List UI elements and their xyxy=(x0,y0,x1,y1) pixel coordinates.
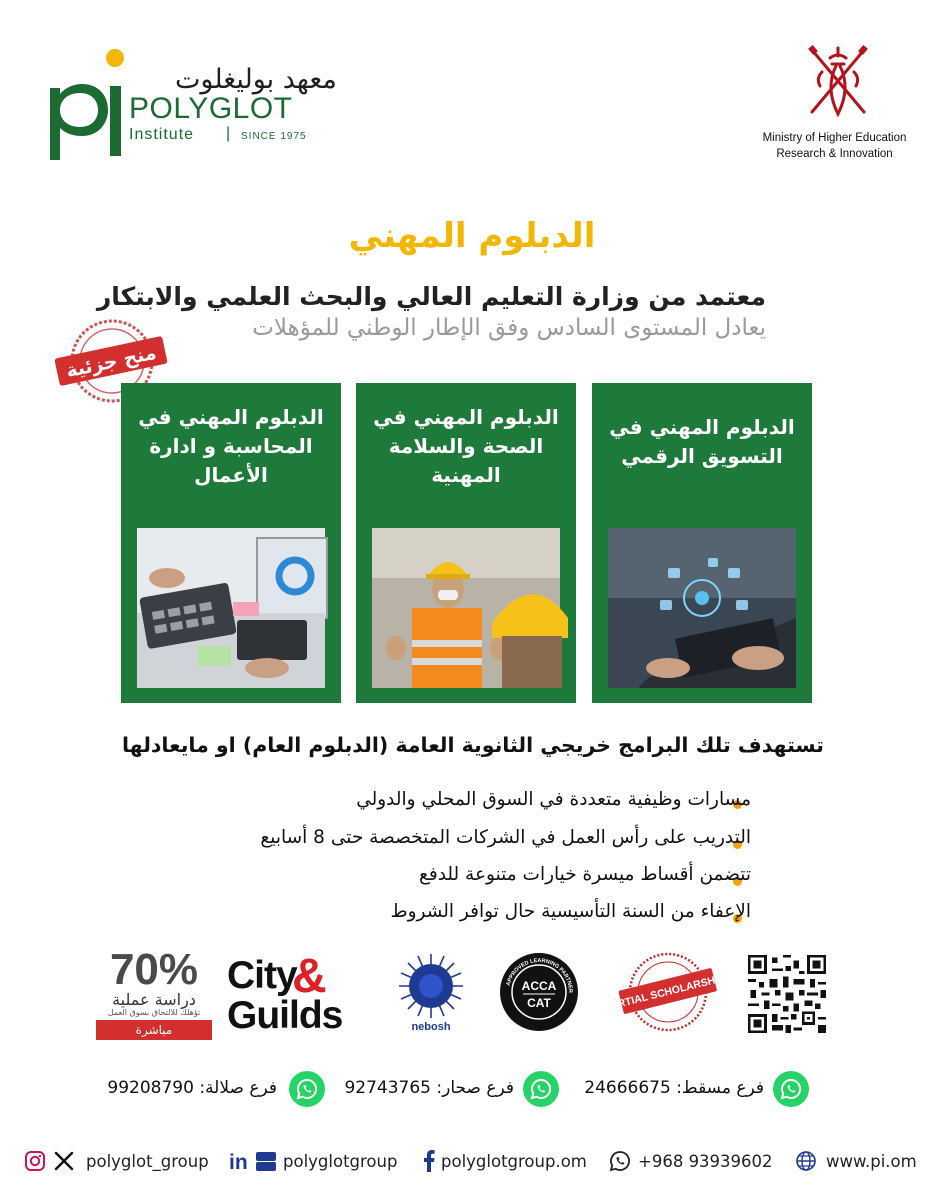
card-title: الدبلوم المهني في الصحة والسلامة المهنية xyxy=(373,405,559,487)
logo-arabic-name: معهد بوليغلوت xyxy=(175,64,337,95)
benefit-installments: تتضمن أقساط ميسرة خيارات متنوعة للدفع xyxy=(419,864,751,885)
youtube-icon xyxy=(255,1150,277,1172)
card-digital-marketing xyxy=(592,383,812,703)
branch-salalah-label: فرع صلالة: xyxy=(199,1078,277,1098)
card-health-safety xyxy=(356,383,576,703)
branch-muscat-number: 24666675 xyxy=(584,1078,671,1098)
practical-study-label: دراسة عملية xyxy=(112,990,196,1009)
whatsapp-icon[interactable] xyxy=(289,1071,325,1107)
laptop-digital-marketing-photo xyxy=(608,528,796,688)
acca-cat-logo xyxy=(499,952,579,1032)
safety-workers-photo xyxy=(372,528,560,688)
ministry-name-line1: Ministry of Higher Education xyxy=(762,132,907,144)
logo-separator: | xyxy=(226,125,231,142)
stamp-text: منح جزئية xyxy=(64,341,159,383)
partial-badge-text: PARTIAL SCHOLARSHIPS xyxy=(603,970,733,1014)
benefit-foundation-exemption: الإعفاء من السنة التأسيسية حال توافر الشروط xyxy=(390,901,751,922)
practical-study-tagline: تؤهلك للالتحاق بسوق العمل xyxy=(107,1008,201,1017)
logo-institute: Institute xyxy=(129,126,195,143)
accreditation-line: معتمد من وزارة التعليم العالي والبحث العلمي والابتكار xyxy=(96,282,766,311)
whatsapp-icon[interactable] xyxy=(523,1071,559,1107)
svg-text:&: & xyxy=(292,950,327,1003)
phone-number[interactable]: +968 93939602 xyxy=(638,1152,773,1171)
globe-icon xyxy=(795,1150,817,1172)
cat-text: CAT xyxy=(527,996,551,1010)
card-title: الدبلوم المهني في المحاسبة و ادارة الأعمال xyxy=(138,405,324,487)
branch-muscat[interactable] xyxy=(584,1078,764,1098)
acca-text: ACCA xyxy=(521,979,557,993)
qr-code[interactable] xyxy=(748,955,826,1033)
facebook-link[interactable]: polyglotgroup.om xyxy=(441,1152,587,1171)
ministry-name-line2: Research & Innovation xyxy=(776,148,893,160)
card-accounting-business xyxy=(121,383,341,703)
svg-text:in: in xyxy=(229,1151,248,1174)
instagram-icon xyxy=(24,1150,46,1172)
facebook-icon xyxy=(422,1150,436,1172)
qualification-level-line: يعادل المستوى السادس وفق الإطار الوطني للمؤهلات xyxy=(252,315,766,341)
instagram-x-link[interactable]: polyglot_group xyxy=(86,1152,209,1171)
nebosh-label: nebosh xyxy=(411,1021,451,1033)
branch-salalah[interactable] xyxy=(107,1078,277,1098)
branch-sohar[interactable] xyxy=(344,1078,514,1098)
city-guilds-line2: Guilds xyxy=(227,994,343,1037)
x-twitter-icon xyxy=(53,1150,75,1172)
partial-scholarships-badge xyxy=(603,950,733,1034)
acca-ring-text: APPROVED LEARNING PARTNER xyxy=(505,957,574,994)
branch-muscat-label: فرع مسقط: xyxy=(676,1078,764,1098)
benefit-on-job-training: التدريب على رأس العمل في الشركات المتخصصة حتى 8 أسابيع xyxy=(260,827,751,848)
target-audience: تستهدف تلك البرامج خريجي الثانوية العامة (الدبلوم العام) او مايعادلها xyxy=(121,733,824,757)
benefit-career-paths: مسارات وظيفية متعددة في السوق المحلي والدولي xyxy=(356,789,751,810)
branch-salalah-number: 99208790 xyxy=(107,1078,194,1098)
whatsapp-icon[interactable] xyxy=(773,1071,809,1107)
city-guilds-line1: City xyxy=(227,954,297,997)
logo-since: SINCE 1975 xyxy=(241,131,307,142)
practical-percentage: 70% xyxy=(109,945,199,994)
logo-english-name: POLYGLOT xyxy=(129,92,293,125)
card-title: الدبلوم المهني في التسويق الرقمي xyxy=(609,415,795,468)
branch-sohar-number: 92743765 xyxy=(344,1078,431,1098)
branch-sohar-label: فرع صحار: xyxy=(436,1078,514,1098)
page-title: الدبلوم المهني xyxy=(348,216,596,256)
website-link[interactable]: www.pi.om xyxy=(826,1152,917,1171)
whatsapp-icon xyxy=(609,1150,631,1172)
practical-study-bar: مباشرة xyxy=(96,1020,212,1040)
linkedin-icon xyxy=(229,1150,253,1172)
calculator-accounting-photo xyxy=(137,528,325,688)
linkedin-youtube-link[interactable]: polyglotgroup xyxy=(283,1152,398,1171)
city-guilds-ampersand-icon xyxy=(288,948,343,1003)
oman-khanjar-emblem-icon xyxy=(802,42,874,122)
polyglot-pi-logo xyxy=(44,48,134,163)
